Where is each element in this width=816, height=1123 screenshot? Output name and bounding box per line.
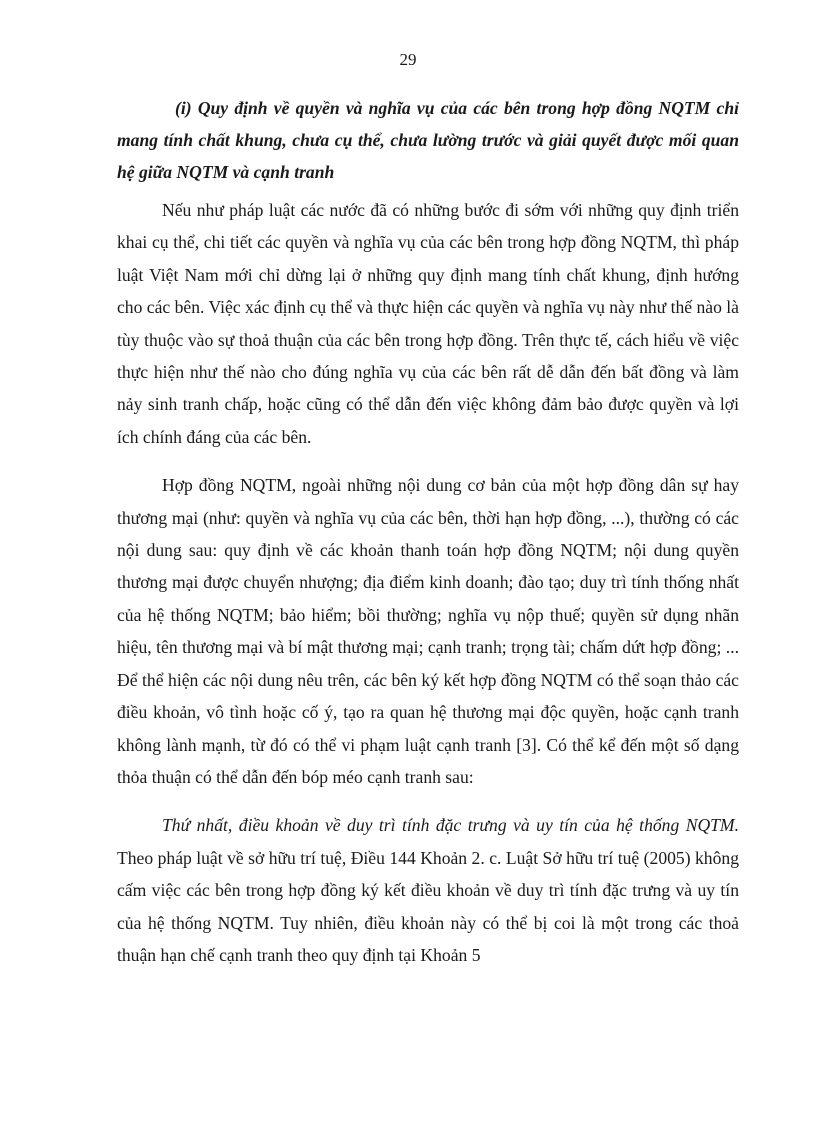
paragraph-3 xyxy=(117,809,739,971)
page-content xyxy=(117,92,739,971)
section-heading: (i) Quy định về quyền và nghĩa vụ của các bên trong hợp đồng NQTM chỉ mang tính chất khung, chưa cụ thể, chưa lường trước và giải quyết được mối quan hệ giữa NQTM và cạnh tranh xyxy=(117,98,739,182)
paragraph-1: Nếu như pháp luật các nước đã có những bước đi sớm với những quy định triển khai cụ thể, chi tiết các quyền và nghĩa vụ của các bên trong hợp đồng NQTM, thì pháp luật Việt Nam mới chỉ dừng lại ở những quy định mang tính chất khung, định hướng cho các bên. Việc xác định cụ thể và thực hiện các quyền và nghĩa vụ này như thế nào là tùy thuộc vào sự thoả thuận của các bên trong hợp đồng. Trên thực tế, cách hiểu về việc thực hiện như thế nào cho đúng nghĩa vụ của các bên rất dễ dẫn đến bất đồng và làm nảy sinh tranh chấp, hoặc cũng có thể dẫn đến việc không đảm bảo được quyền và lợi ích chính đáng của các bên. xyxy=(117,200,739,447)
paragraph-3-body: Theo pháp luật về sở hữu trí tuệ, Điều 144 Khoản 2. c. Luật Sở hữu trí tuệ (2005) không cấm việc các bên trong hợp đồng ký kết điều khoản về duy trì tính đặc trưng và uy tín của hệ thống NQTM. Tuy nhiên, điều khoản này có thể bị coi là một trong các thoả thuận hạn chế cạnh tranh theo quy định tại Khoản 5 xyxy=(117,847,739,965)
paragraph-3-italic-lead: Thứ nhất, điều khoản về duy trì tính đặc trưng và uy tín của hệ thống NQTM. xyxy=(162,815,739,836)
paragraph-2: Hợp đồng NQTM, ngoài những nội dung cơ bản của một hợp đồng dân sự hay thương mại (như: quyền và nghĩa vụ của các bên, thời hạn hợp đồng, ...), thường có các nội dung sau: quy định về các khoản thanh toán hợp đồng NQTM; nội dung quyền thương mại được chuyển nhượng; địa điểm kinh doanh; đào tạo; duy trì tính thống nhất của hệ thống NQTM; bảo hiểm; bồi thường; nghĩa vụ nộp thuế; quyền sử dụng nhãn hiệu, tên thương mại và bí mật thương mại; cạnh tranh; trọng tài; chấm dứt hợp đồng; ... Để thể hiện các nội dung nêu trên, các bên ký kết hợp đồng NQTM có thể soạn thảo các điều khoản, vô tình hoặc cố ý, tạo ra quan hệ thương mại độc quyền, hoặc cạnh tranh không lành mạnh, từ đó có thể vi phạm luật cạnh tranh [3]. Có thể kể đến một số dạng thỏa thuận có thể dẫn đến bóp méo cạnh tranh sau: xyxy=(117,475,739,787)
page-number: 29 xyxy=(399,50,417,69)
